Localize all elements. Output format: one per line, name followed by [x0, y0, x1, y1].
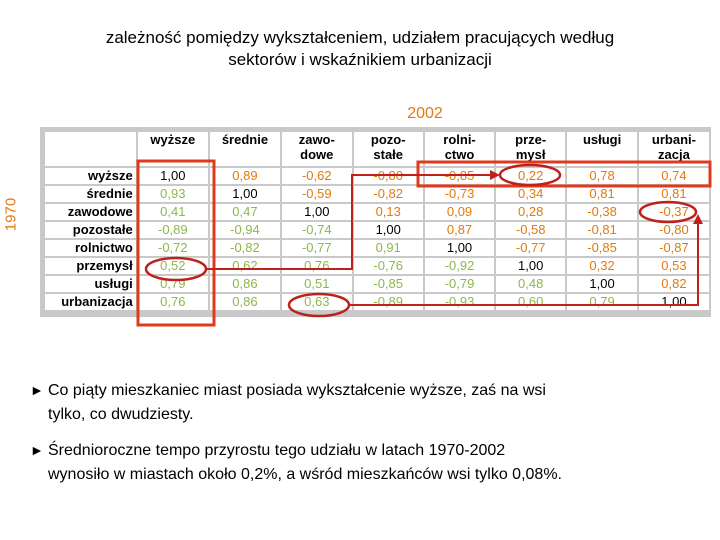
table-body	[45, 168, 709, 310]
table-cell: 0,78	[567, 168, 637, 184]
column-header	[639, 132, 709, 166]
table-cell: 1,00	[210, 186, 280, 202]
table-cell: 1,00	[354, 222, 423, 238]
table-cell: -0,92	[425, 258, 494, 274]
table-cell: 0,81	[567, 186, 637, 202]
table-cell: -0,85	[425, 168, 494, 184]
title-line-1: zależność pomiędzy wykształceniem, udziałem pracujących według	[105, 28, 615, 47]
column-header	[354, 132, 423, 166]
row-header: średnie	[45, 186, 136, 202]
table-corner	[45, 132, 136, 166]
table-row	[45, 204, 709, 220]
table-cell: 0,53	[639, 258, 709, 274]
column-header	[138, 132, 208, 166]
table-cell: 0,09	[425, 204, 494, 220]
table-cell: 0,13	[354, 204, 423, 220]
row-header: rolnictwo	[45, 240, 136, 256]
table-cell: -0,77	[496, 240, 565, 256]
table-cell: -0,74	[282, 222, 351, 238]
table-cell: 0,48	[496, 276, 565, 292]
table-cell: 0,89	[210, 168, 280, 184]
column-header-line-1: usługi	[582, 132, 622, 147]
table-cell: 0,28	[496, 204, 565, 220]
bullet-2-line-2: wynosiło w miastach około 0,2%, a wśród mieszkańców wsi tylko 0,08%.	[48, 466, 562, 483]
table-cell: 0,81	[639, 186, 709, 202]
column-header	[210, 132, 280, 166]
table-cell: 1,00	[639, 294, 709, 310]
table-cell: -0,85	[567, 240, 637, 256]
column-header	[282, 132, 351, 166]
year-label-2002: 2002	[407, 105, 443, 122]
column-header-line-1: urbani-	[651, 132, 696, 147]
table-cell: 0,76	[138, 294, 208, 310]
column-header-line-2: dowe	[300, 147, 334, 162]
table-cell: -0,89	[138, 222, 208, 238]
table-cell: -0,80	[354, 168, 423, 184]
table-cell: -0,94	[210, 222, 280, 238]
table-cell: -0,72	[138, 240, 208, 256]
table-cell: 0,86	[210, 276, 280, 292]
column-header-line-1: prze-	[515, 132, 547, 147]
bullet-point-1	[30, 378, 690, 427]
row-header: usługi	[45, 276, 136, 292]
column-header	[425, 132, 494, 166]
table-header-row	[45, 132, 709, 166]
table-cell: -0,73	[425, 186, 494, 202]
table-cell: -0,59	[282, 186, 351, 202]
table-cell: -0,85	[354, 276, 423, 292]
table-cell: 0,60	[496, 294, 565, 310]
column-header-line-1: zawo-	[298, 132, 335, 147]
table-cell: 1,00	[138, 168, 208, 184]
table-cell: 0,32	[567, 258, 637, 274]
table-cell: -0,37	[639, 204, 709, 220]
table-cell: -0,82	[354, 186, 423, 202]
bullet-1-line-1: Co piąty mieszkaniec miast posiada wykształcenie wyższe, zaś na wsi	[48, 382, 546, 399]
table-row	[45, 168, 709, 184]
row-header: wyższe	[45, 168, 136, 184]
table-row	[45, 258, 709, 274]
table-cell: 0,79	[567, 294, 637, 310]
bullet-1-line-2: tylko, co dwudziesty.	[48, 406, 194, 423]
table-cell: -0,76	[354, 258, 423, 274]
table-cell: 0,76	[282, 258, 351, 274]
table-cell: -0,89	[354, 294, 423, 310]
table-cell: -0,93	[425, 294, 494, 310]
column-header-line-1: rolni-	[443, 132, 476, 147]
table-cell: -0,80	[639, 222, 709, 238]
column-header-line-2: ctwo	[444, 147, 475, 162]
table-cell: -0,81	[567, 222, 637, 238]
table-cell: 0,22	[496, 168, 565, 184]
table-cell: -0,38	[567, 204, 637, 220]
table-cell: 1,00	[496, 258, 565, 274]
table-row	[45, 294, 709, 310]
title-line-2: sektorów i wskaźnikiem urbanizacji	[228, 50, 492, 69]
table-row	[45, 222, 709, 238]
row-header: zawodowe	[45, 204, 136, 220]
table-cell: 0,86	[210, 294, 280, 310]
column-header-line-2: mysł	[515, 147, 546, 162]
table-row	[45, 186, 709, 202]
correlation-table-panel	[40, 127, 711, 317]
slide-title	[40, 27, 680, 71]
table-row	[45, 240, 709, 256]
column-header-line-1: średnie	[221, 132, 269, 147]
bullet-point-2	[30, 438, 690, 487]
correlation-table	[43, 130, 711, 312]
table-cell: 0,47	[210, 204, 280, 220]
table-cell: 0,34	[496, 186, 565, 202]
column-header-line-2: stałe	[373, 147, 404, 162]
bullet-2-line-1: Średnioroczne tempo przyrostu tego udziału w latach 1970-2002	[48, 442, 506, 459]
table-cell: 0,63	[282, 294, 351, 310]
table-cell: 0,52	[138, 258, 208, 274]
column-header-line-1: wyższe	[150, 132, 196, 147]
table-row	[45, 276, 709, 292]
table-cell: -0,79	[425, 276, 494, 292]
table-cell: 1,00	[282, 204, 351, 220]
row-header: pozostałe	[45, 222, 136, 238]
table-cell: -0,62	[282, 168, 351, 184]
table-cell: 1,00	[425, 240, 494, 256]
table-cell: -0,82	[210, 240, 280, 256]
table-cell: 0,87	[425, 222, 494, 238]
table-cell: 0,51	[282, 276, 351, 292]
column-header	[496, 132, 565, 166]
row-header: przemysł	[45, 258, 136, 274]
table-cell: 0,79	[138, 276, 208, 292]
column-header-line-1: pozo-	[370, 132, 406, 147]
table-cell: -0,77	[282, 240, 351, 256]
column-header	[567, 132, 637, 166]
table-cell: 0,91	[354, 240, 423, 256]
table-cell: 1,00	[567, 276, 637, 292]
year-label-1970: 1970	[2, 197, 20, 232]
table-cell: 0,93	[138, 186, 208, 202]
table-cell: 0,62	[210, 258, 280, 274]
table-cell: -0,87	[639, 240, 709, 256]
bullet-arrow-icon: ►	[30, 382, 44, 398]
table-cell: -0,58	[496, 222, 565, 238]
table-cell: 0,82	[639, 276, 709, 292]
table-cell: 0,41	[138, 204, 208, 220]
table-cell: 0,74	[639, 168, 709, 184]
bullet-arrow-icon: ►	[30, 442, 44, 458]
column-header-line-2: zacja	[658, 147, 690, 162]
row-header: urbanizacja	[45, 294, 136, 310]
